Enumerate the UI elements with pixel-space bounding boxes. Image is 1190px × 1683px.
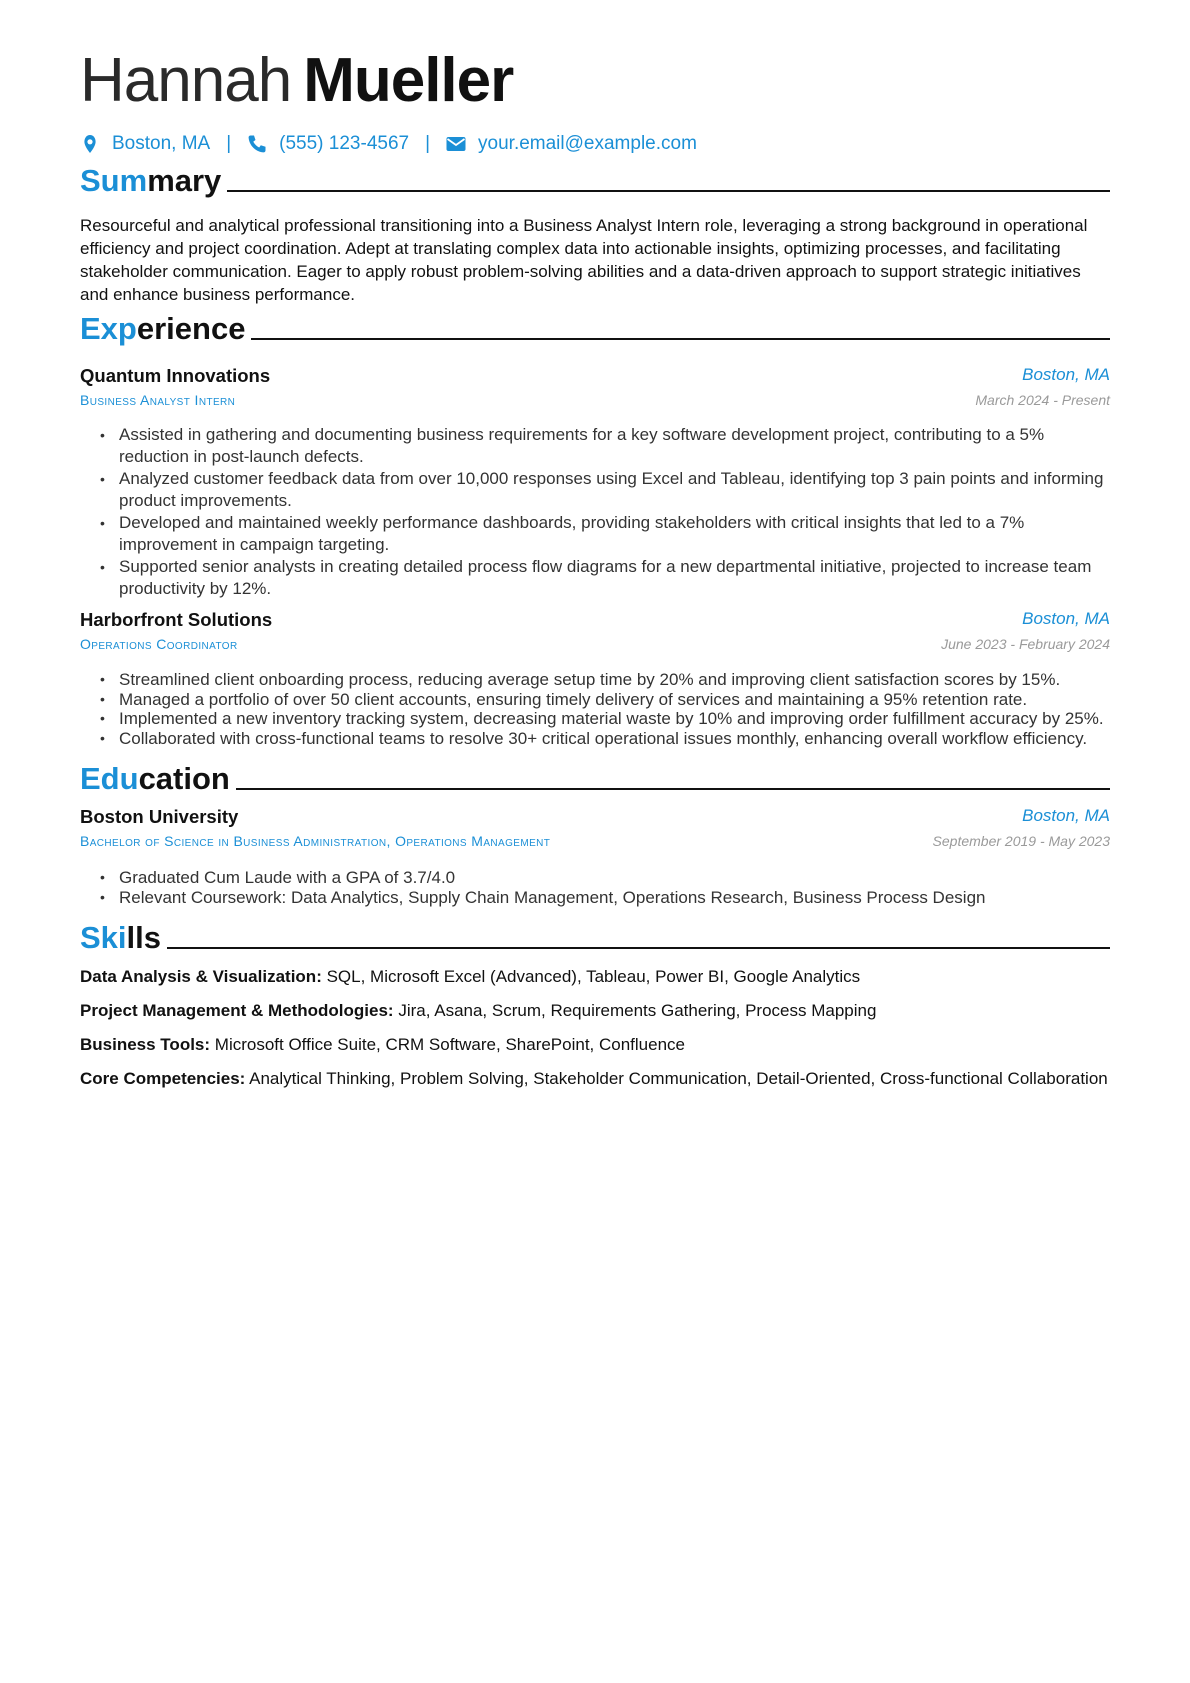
skill-values: SQL, Microsoft Excel (Advanced), Tableau, Power BI, Google Analytics (326, 967, 861, 986)
title-accent: Sum (80, 163, 148, 198)
list-item: • Developed and maintained weekly performance dashboards, providing stakeholders with critical insights that led to a 7% improvement in campaign targeting. (100, 512, 1110, 556)
job-bullets (100, 424, 1110, 600)
section-title (80, 163, 221, 199)
skill-row (80, 966, 1120, 988)
job-title: Business Analyst Intern (80, 392, 236, 408)
job-header (80, 365, 1110, 389)
skill-row (80, 1068, 1120, 1090)
company-name: Quantum Innovations (80, 365, 271, 386)
school-location: Boston, MA (1022, 806, 1110, 825)
job-subheader (80, 636, 1110, 656)
title-rest: lls (126, 920, 161, 955)
contact-separator: | (425, 133, 431, 154)
list-item: • Relevant Coursework: Data Analytics, Supply Chain Management, Operations Research, Business Process Design (100, 888, 1110, 908)
phone-text: (555) 123-4567 (279, 133, 410, 154)
company-name: Harborfront Solutions (80, 609, 273, 630)
job-subheader (80, 392, 1110, 412)
job-dates: March 2024 - Present (975, 392, 1110, 408)
title-rest: erience (136, 311, 246, 346)
skill-row (80, 1034, 1120, 1056)
title-accent: Ski (80, 920, 127, 955)
skills-heading (80, 916, 1110, 956)
envelope-icon (446, 134, 466, 154)
school-subheader (80, 833, 1110, 853)
title-accent: Exp (80, 311, 137, 346)
summary-text: Resourceful and analytical professional transitioning into a Business Analyst Intern role, leveraging a strong background in operational efficiency and project coordination. Adept at translating complex data into actionable insights, optimizing processes, and facilitating stakeholder communication. Eager to apply robust problem-solving abilities and a data-driven approach to support strategic initiatives and enhance business performance. (80, 216, 1088, 304)
experience-heading (80, 307, 1110, 347)
education-bullets (100, 868, 1110, 907)
section-title (80, 761, 230, 797)
school-header (80, 806, 1110, 830)
phone-icon (247, 134, 267, 154)
skill-row (80, 1000, 1120, 1022)
section-title (80, 920, 161, 956)
skill-label: Core Competencies: (80, 1069, 246, 1088)
list-item: • Managed a portfolio of over 50 client accounts, ensuring timely delivery of services and maintaining a 95% retention rate. (100, 690, 1110, 710)
section-rule (251, 338, 1110, 340)
location-text: Boston, MA (112, 133, 211, 154)
summary-heading (80, 159, 1110, 199)
section-rule (167, 947, 1110, 949)
school-dates: September 2019 - May 2023 (932, 833, 1110, 849)
school-name: Boston University (80, 806, 239, 827)
list-item: • Implemented a new inventory tracking system, decreasing material waste by 10% and improving order fulfillment accuracy by 25%. (100, 709, 1110, 729)
contact-bar (80, 133, 697, 155)
skill-label: Project Management & Methodologies: (80, 1001, 394, 1020)
last-name: Mueller (303, 46, 514, 115)
list-item: • Graduated Cum Laude with a GPA of 3.7/4.0 (100, 868, 1110, 888)
title-rest: mary (147, 163, 222, 198)
skill-values: Microsoft Office Suite, CRM Software, SharePoint, Confluence (214, 1035, 686, 1054)
job-title: Operations Coordinator (80, 636, 238, 652)
skill-values: Analytical Thinking, Problem Solving, Stakeholder Communication, Detail-Oriented, Cross-functional Collaboration (249, 1069, 1108, 1088)
list-item: • Supported senior analysts in creating detailed process flow diagrams for a new departmental initiative, projected to increase team productivity by 12%. (100, 556, 1110, 600)
degree-title: Bachelor of Science in Business Administration, Operations Management (80, 833, 551, 849)
list-item: • Assisted in gathering and documenting business requirements for a key software development project, contributing to a 5% reduction in post-launch defects. (100, 424, 1110, 468)
job-dates: June 2023 - February 2024 (941, 636, 1110, 652)
list-item: • Collaborated with cross-functional teams to resolve 30+ critical operational issues monthly, enhancing overall workflow efficiency. (100, 729, 1110, 749)
contact-separator: | (226, 133, 232, 154)
title-accent: Edu (80, 761, 139, 796)
skill-values: Jira, Asana, Scrum, Requirements Gathering, Process Mapping (398, 1001, 877, 1020)
section-title (80, 311, 245, 347)
list-item: • Streamlined client onboarding process, reducing average setup time by 20% and improving client satisfaction scores by 15%. (100, 670, 1110, 690)
title-rest: cation (138, 761, 230, 796)
job-bullets (100, 670, 1110, 748)
education-heading (80, 757, 1110, 797)
email-link[interactable]: your.email@example.com (478, 133, 697, 154)
skill-label: Business Tools: (80, 1035, 211, 1054)
section-rule (236, 788, 1110, 790)
skill-label: Data Analysis & Visualization: (80, 967, 322, 986)
section-rule (227, 190, 1110, 192)
job-location: Boston, MA (1022, 609, 1110, 628)
list-item: • Analyzed customer feedback data from over 10,000 responses using Excel and Tableau, identifying top 3 pain points and informing product improvements. (100, 468, 1110, 512)
first-name: Hannah (80, 46, 292, 115)
job-header (80, 609, 1110, 633)
map-pin-icon (80, 134, 100, 154)
job-location: Boston, MA (1022, 365, 1110, 384)
candidate-name (80, 38, 513, 124)
